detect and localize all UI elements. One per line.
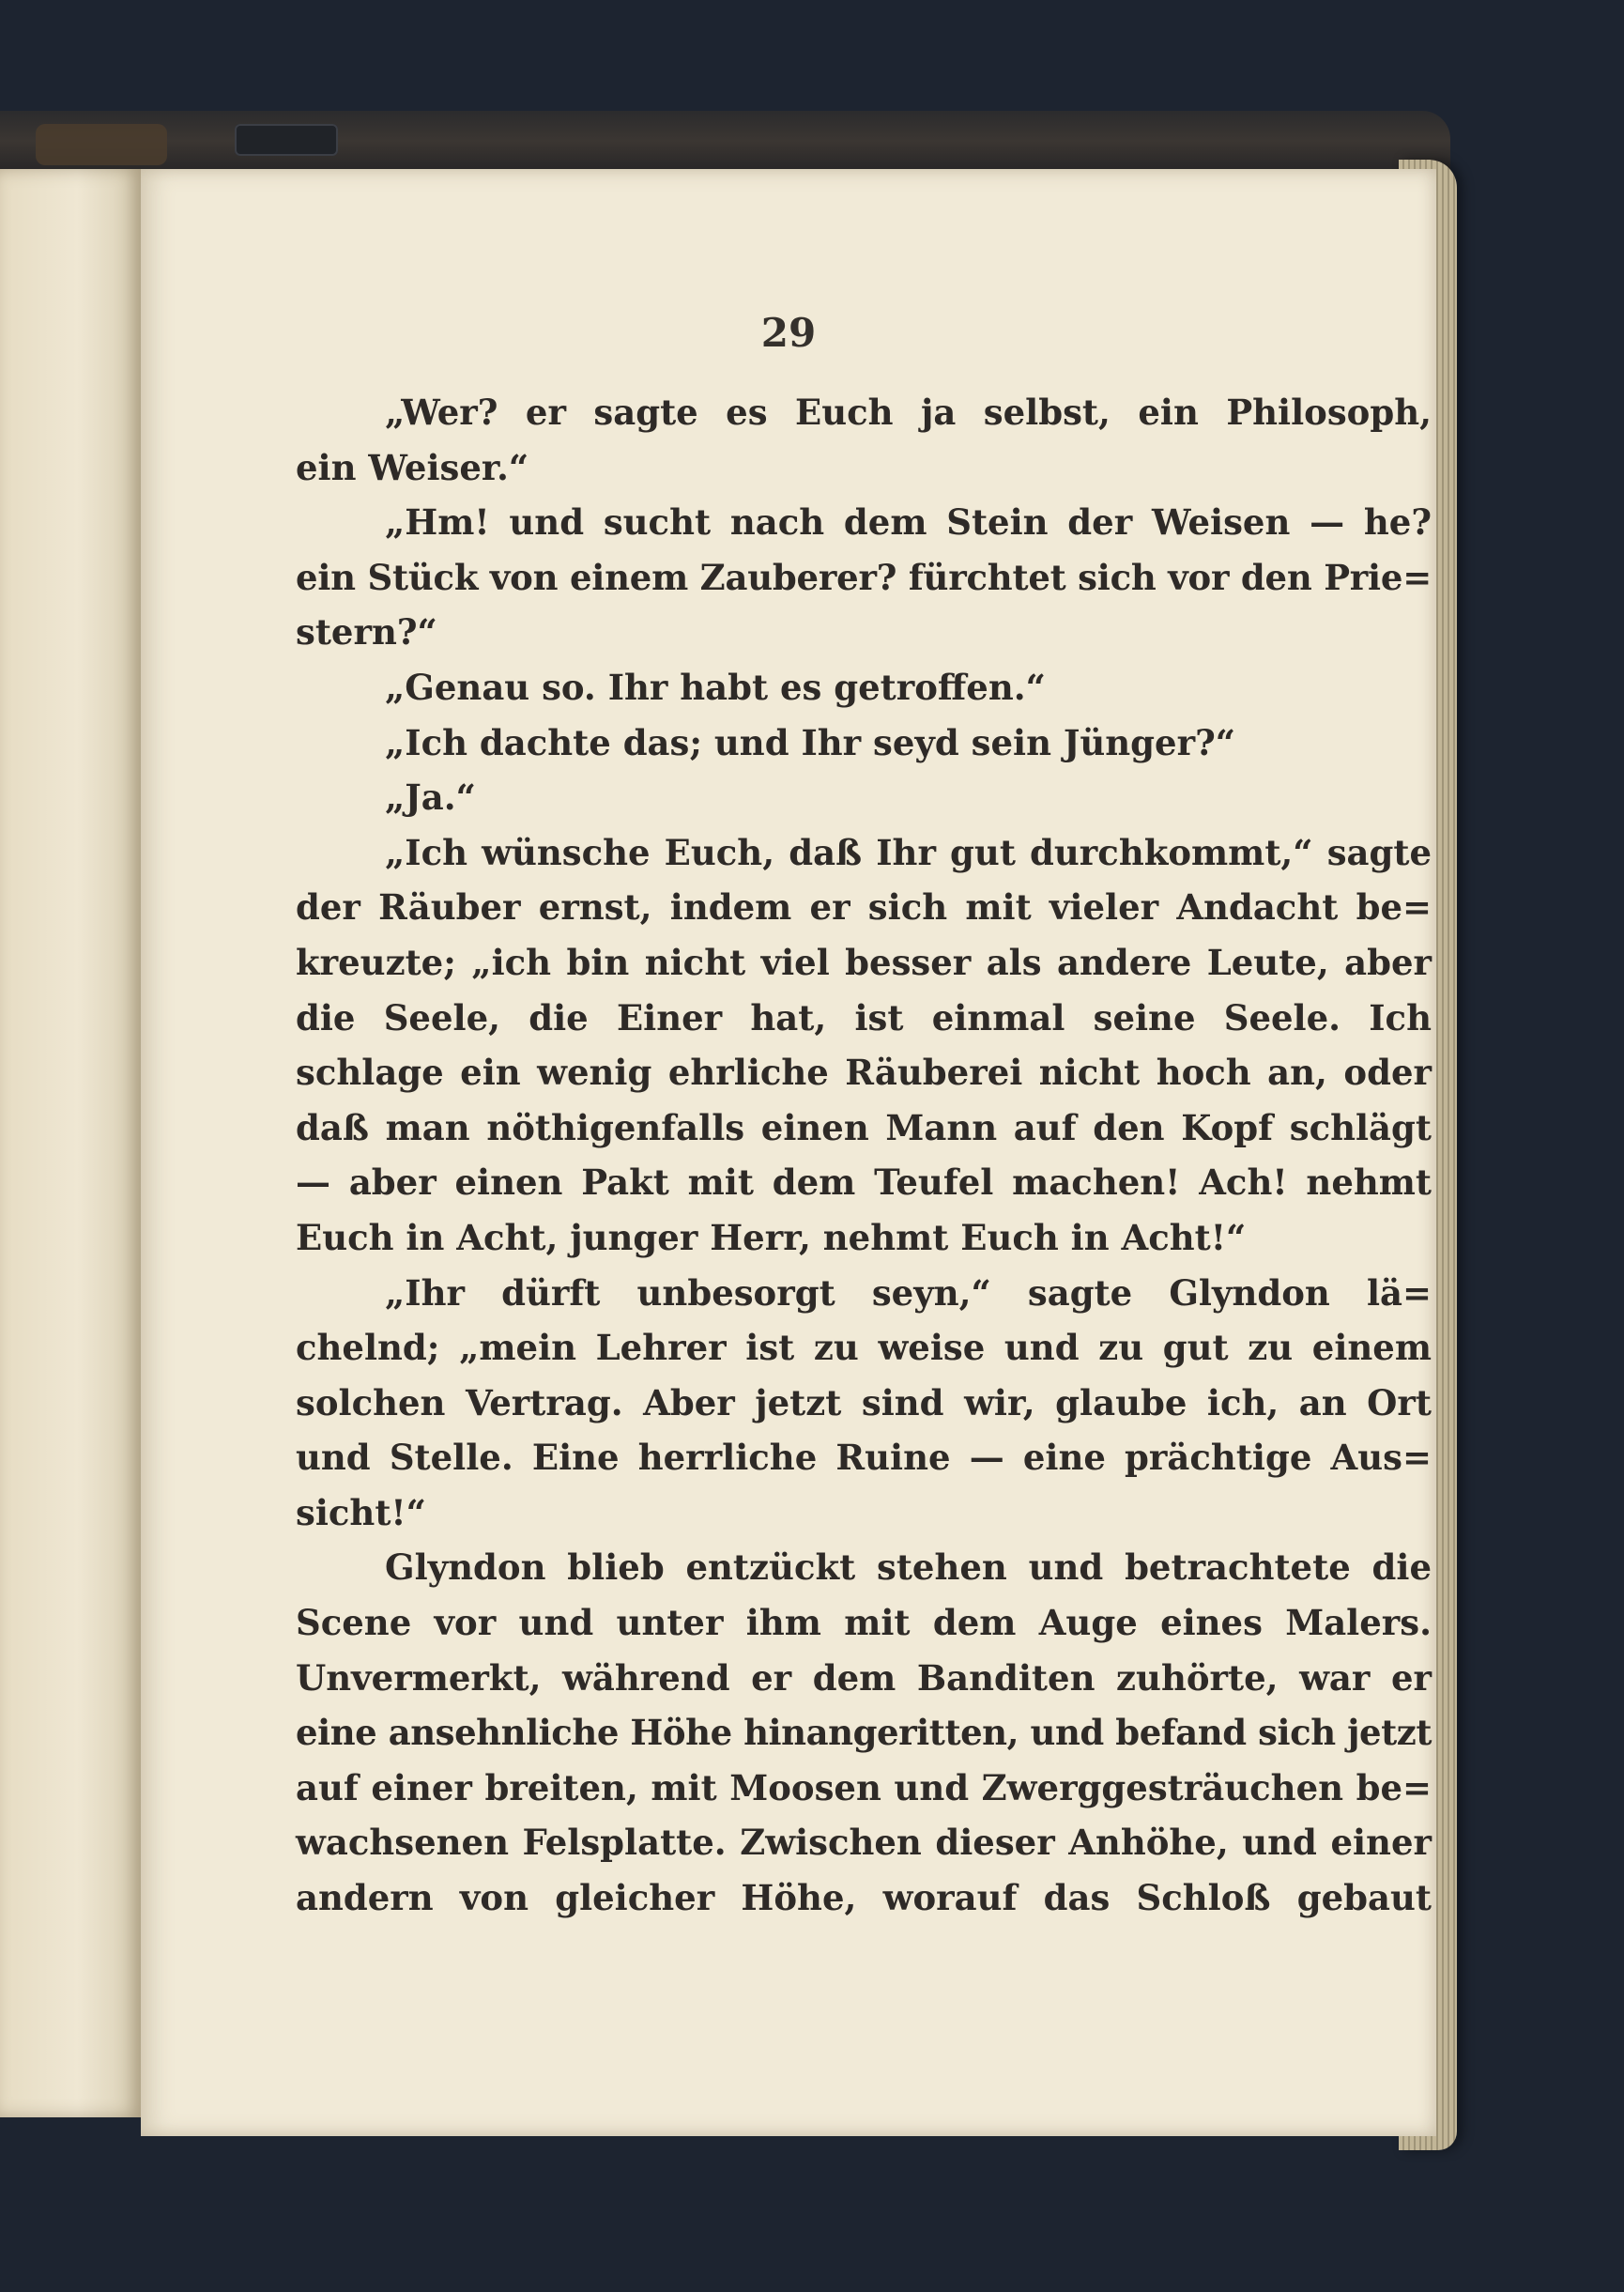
text-line: „Hm! und sucht nach dem Stein der Weisen — he?	[385, 501, 1432, 544]
book-clasp	[235, 124, 338, 156]
text-line: Glyndon blieb entzückt stehen und betrachtete die	[385, 1546, 1432, 1589]
text-line: stern?“	[296, 611, 437, 654]
text-line: „Ja.“	[385, 777, 476, 819]
page-text	[296, 385, 1432, 1926]
book-page	[141, 169, 1436, 2136]
text-line: ein Weiser.“	[296, 446, 529, 488]
text-line: chelnd; „mein Lehrer ist zu weise und zu gut zu einem	[296, 1327, 1432, 1369]
left-page-edge	[0, 169, 141, 2117]
text-line: „Wer? er sagte es Euch ja selbst, ein Philosoph,	[385, 392, 1432, 433]
text-line: wachsenen Felsplatte. Zwischen dieser Anhöhe, und einer	[296, 1822, 1432, 1864]
text-line: kreuzte; „ich bin nicht viel besser als andere Leute, aber	[296, 941, 1432, 983]
text-line: und Stelle. Eine herrliche Ruine — eine prächtige Aus=	[296, 1437, 1432, 1479]
text-line: sicht!“	[296, 1491, 426, 1533]
text-line: Scene vor und unter ihm mit dem Auge eines Malers.	[296, 1602, 1432, 1644]
text-line: der Räuber ernst, indem er sich mit vieler Andacht be=	[296, 886, 1432, 929]
text-line: Euch in Acht, junger Herr, nehmt Euch in Acht!“	[296, 1216, 1247, 1258]
text-line: daß man nöthigenfalls einen Mann auf den Kopf schlägt	[296, 1106, 1432, 1148]
text-line: „Ich wünsche Euch, daß Ihr gut durchkommt,“ sagte	[385, 831, 1432, 873]
text-line: — aber einen Pakt mit dem Teufel machen! Ach! nehmt	[296, 1161, 1432, 1204]
page-number: 29	[760, 310, 817, 356]
text-line: schlage ein wenig ehrliche Räuberei nicht hoch an, oder	[296, 1052, 1432, 1094]
text-line: Unvermerkt, während er dem Banditen zuhörte, war er	[296, 1656, 1432, 1699]
spine-leather-wear	[36, 124, 167, 165]
text-line: auf einer breiten, mit Moosen und Zwerggesträuchen be=	[296, 1766, 1432, 1808]
text-line: andern von gleicher Höhe, worauf das Schloß gebaut	[296, 1877, 1432, 1919]
text-line: die Seele, die Einer hat, ist einmal seine Seele. Ich	[296, 996, 1432, 1038]
text-line: eine ansehnliche Höhe hinangeritten, und befand sich jetzt	[296, 1712, 1432, 1754]
text-line: ein Stück von einem Zauberer? fürchtet sich vor den Prie=	[296, 556, 1432, 598]
text-line: „Ihr dürft unbesorgt seyn,“ sagte Glyndon lä=	[385, 1271, 1432, 1314]
text-line: solchen Vertrag. Aber jetzt sind wir, glaube ich, an Ort	[296, 1381, 1432, 1423]
text-line: „Genau so. Ihr habt es getroffen.“	[385, 666, 1046, 708]
text-line: „Ich dachte das; und Ihr seyd sein Jünger?“	[385, 721, 1236, 763]
